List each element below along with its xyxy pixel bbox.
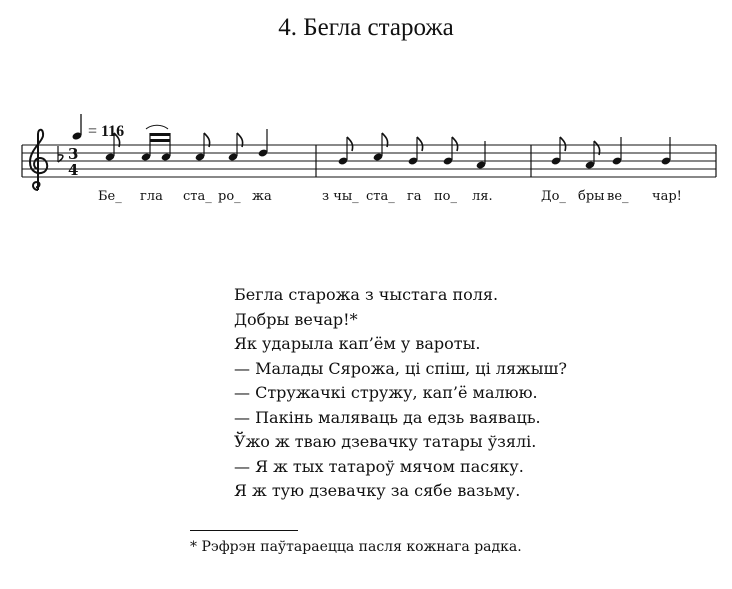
tempo-equals: = <box>88 123 98 140</box>
lyric-syllable: бры <box>578 189 605 204</box>
verse-line: Я ж тую дзевачку за сябе вазьму. <box>234 481 521 500</box>
treble-clef-icon <box>30 130 47 190</box>
lyric-syllable: га <box>407 189 422 204</box>
lyric-syllable: гла <box>140 189 163 204</box>
verse-line: Ўжо ж тваю дзевачку татары ўзялі. <box>234 432 537 451</box>
time-signature-top: 3 <box>68 145 79 163</box>
lyric-syllable: чар! <box>652 189 682 204</box>
verse-line: — Я ж тых татароў мячом пасяку. <box>234 456 524 476</box>
lyric-syllable: ля. <box>472 189 493 204</box>
verse-line: — Пакінь маляваць да едзь ваяваць. <box>234 407 541 427</box>
lyric-syllable: Бе_ <box>98 189 122 204</box>
song-title: 4. Бегла старожа <box>278 14 454 41</box>
verse-line: Добры вечар!* <box>234 309 358 329</box>
lyric-syllable: ста_ <box>366 189 395 204</box>
lyric-syllable: по_ <box>434 189 457 204</box>
lyric-syllable: ве_ <box>607 189 629 204</box>
time-signature-bottom: 4 <box>68 161 79 179</box>
lyric-syllable: жа <box>252 189 272 204</box>
lyric-syllable: До_ <box>541 189 566 204</box>
footnote: * Рэфрэн паўтараецца пасля кожнага радка. <box>190 539 522 555</box>
verse-line: — Малады Сярожа, ці спіш, ці ляжыш? <box>234 358 567 378</box>
lyric-syllable: ро_ <box>218 189 241 204</box>
verse-line: Бегла старожа з чыстага поля. <box>234 285 499 304</box>
lyric-syllable: з чы_ <box>322 189 359 204</box>
footnote-divider <box>190 530 298 531</box>
lyric-syllable: ста_ <box>183 189 212 204</box>
verse-line: — Стружачкі стружу, кап’ё малюю. <box>234 383 538 402</box>
tempo-bpm: 116 <box>101 123 125 140</box>
flat-sign-icon <box>58 146 63 162</box>
verse-line: Як ударыла кап’ём у вароты. <box>234 334 481 353</box>
verse-text <box>234 283 567 504</box>
